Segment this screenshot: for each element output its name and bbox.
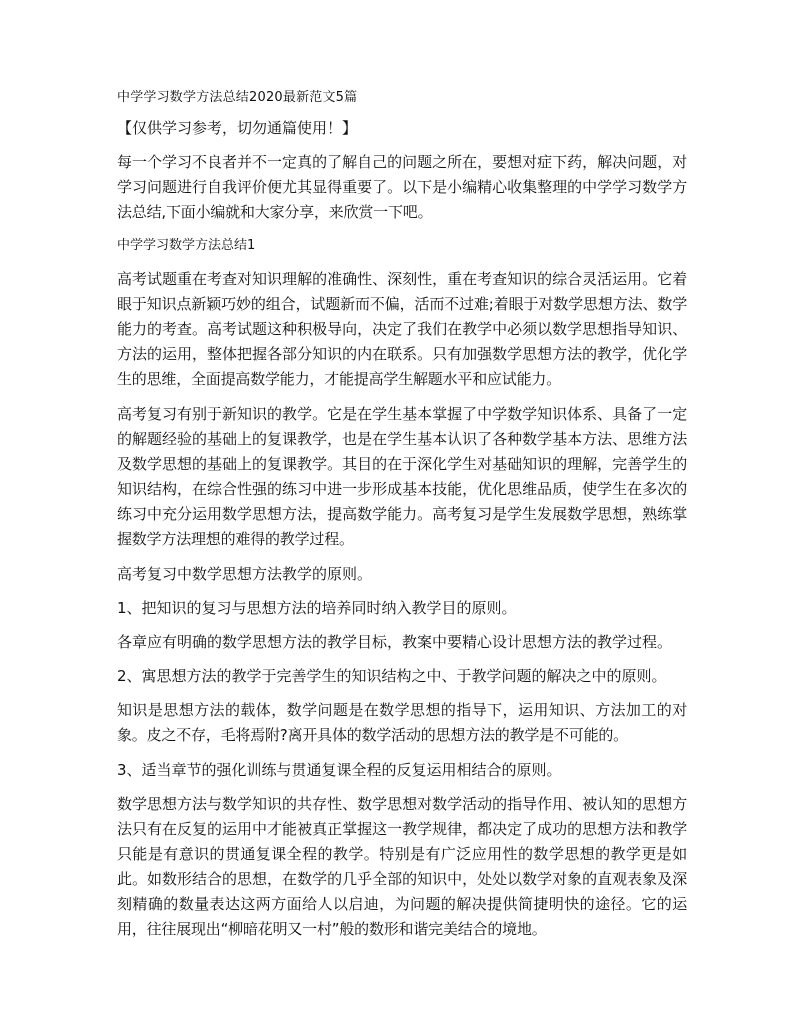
intro-paragraph: 每一个学习不良者并不一定真的了解自己的问题之所在，要想对症下药，解决问题，对学习问题进行自我评价便尤其显得重要了。以下是小编精心收集整理的中学学习数学方法总结,下面小编就和大家分享，来欣赏一下吧。 xyxy=(117,153,687,221)
principles-heading: 高考复习中数学思想方法教学的原则。 xyxy=(117,565,373,583)
paragraph-1: 高考试题重在考查对知识理解的准确性、深刻性，重在考查知识的综合灵活运用。它着眼于知识点新颖巧妙的组合，试题新而不偏，活而不过难;着眼于对数学思想方法、数学能力的考查。高考试题这种积极导向，决定了我们在教学中必须以数学思想指导知识、方法的运用，整体把握各部分知识的内在联系。只有加强数学思想方法的教学，优化学生的思维，全面提高数学能力，才能提高学生解题水平和应试能力。 xyxy=(117,270,687,388)
section-1-heading: 中学学习数学方法总结1 xyxy=(117,238,256,253)
usage-note: 【仅供学习参考，切勿通篇使用！】 xyxy=(117,119,358,137)
principle-2-text: 知识是思想方法的载体，数学问题是在数学思想的指导下，运用知识、方法加工的对象。皮之不存，毛将焉附?离开具体的数学活动的思想方法的教学是不可能的。 xyxy=(117,701,687,744)
principle-1-heading: 1、把知识的复习与思想方法的培养同时纳入教学目的原则。 xyxy=(117,599,517,617)
document-body xyxy=(117,88,687,952)
principle-2-heading: 2、寓思想方法的教学于完善学生的知识结构之中、于教学问题的解决之中的原则。 xyxy=(117,667,667,685)
principle-1-text: 各章应有明确的数学思想方法的教学目标，教案中要精心设计思想方法的教学过程。 xyxy=(117,633,673,651)
document-title: 中学学习数学方法总结2020最新范文5篇 xyxy=(117,90,358,105)
paragraph-2: 高考复习有别于新知识的教学。它是在学生基本掌握了中学数学知识体系、具备了一定的解题经验的基础上的复课教学，也是在学生基本认识了各种数学基本方法、思维方法及数学思想的基础上的复课教学。其目的在于深化学生对基础知识的理解，完善学生的知识结构，在综合性强的练习中进一步形成基本技能，优化思维品质，使学生在多次的练习中充分运用数学思想方法，提高数学能力。高考复习是学生发展数学思想，熟练掌握数学方法理想的难得的教学过程。 xyxy=(117,405,687,548)
principle-3-heading: 3、适当章节的强化训练与贯通复课全程的反复运用相结合的原则。 xyxy=(117,761,562,779)
principle-3-text: 数学思想方法与数学知识的共存性、数学思想对数学活动的指导作用、被认知的思想方法只有在反复的运用中才能被真正掌握这一教学规律，都决定了成功的思想方法和教学只能是有意识的贯通复课全程的教学。特别是有广泛应用性的数学思想的教学更是如此。如数形结合的思想，在数学的几乎全部的知识中，处处以数学对象的直观表象及深刻精确的数量表达这两方面给人以启迪，为问题的解决提供简捷明快的途径。它的运用，往往展现出“柳暗花明又一村”般的数形和谐完美结合的境地。 xyxy=(117,795,687,938)
